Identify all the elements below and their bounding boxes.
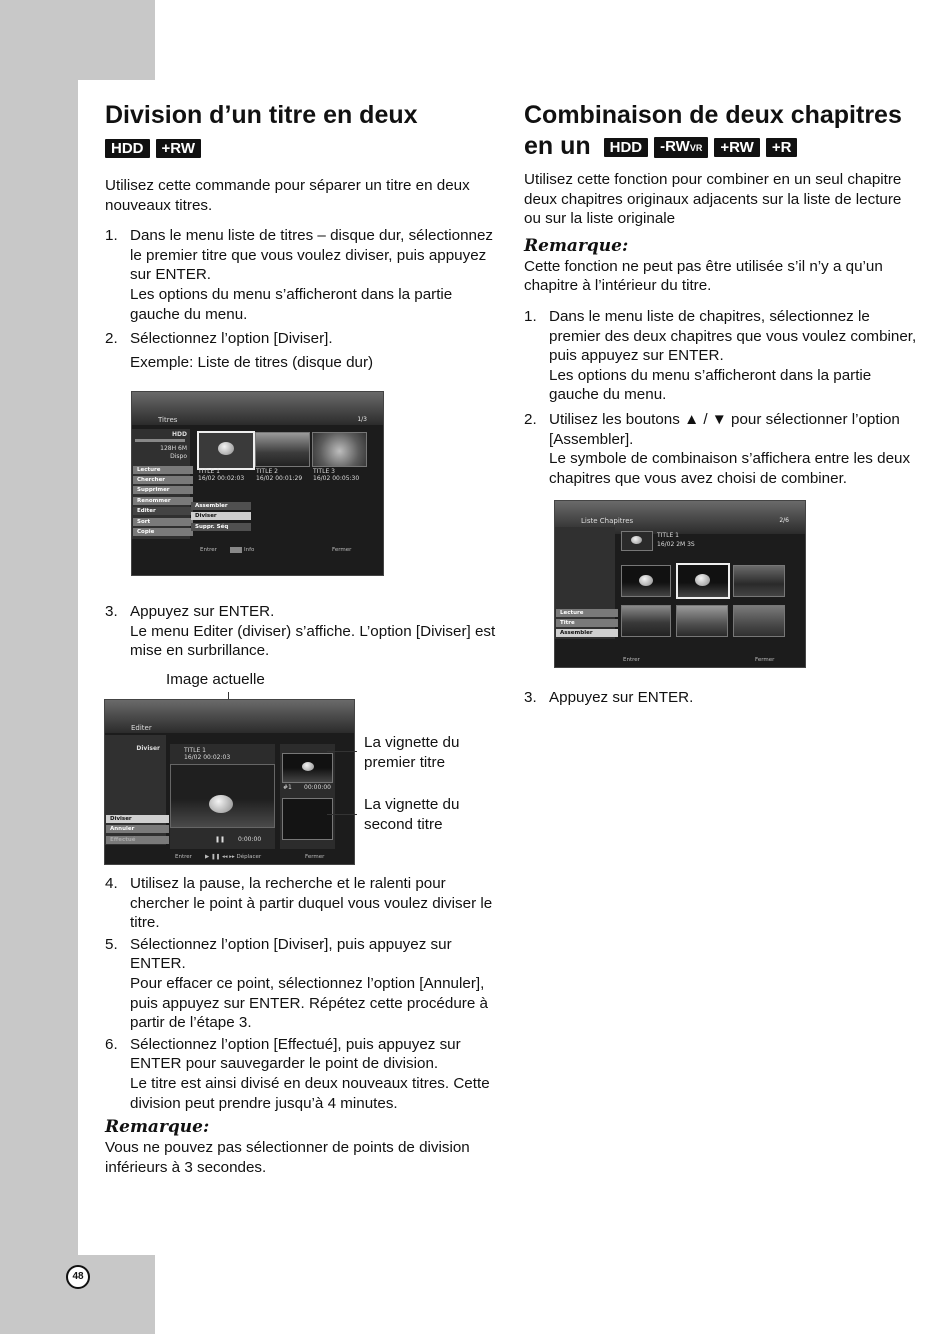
screen-page: 2/6 bbox=[779, 517, 789, 524]
menu-editer: Editer bbox=[133, 507, 193, 515]
menu-copie: Copie bbox=[133, 528, 193, 536]
steps-list-right-3 bbox=[524, 688, 919, 708]
submenu-diviser: Diviser bbox=[191, 512, 251, 520]
intro-text: Utilisez cette fonction pour combiner en un seul chapitre deux chapitres originaux adjacents sur la liste de lecture ou sur la liste originale bbox=[524, 171, 902, 228]
badge-hdd: HDD bbox=[105, 139, 150, 158]
note-text: Cette fonction ne peut pas être utilisée s’il n’y a qu’un chapitre à l’intérieur du titre. bbox=[524, 257, 883, 295]
screen-title: Liste Chapitres bbox=[581, 517, 634, 525]
menu-chercher: Chercher bbox=[133, 476, 193, 484]
section-title-division: Division d’un titre en deux bbox=[105, 101, 418, 129]
badge-minus-rw-vr: -RWVR bbox=[654, 137, 708, 158]
note-title: Remarque: bbox=[105, 1117, 210, 1138]
steps-list-b bbox=[105, 874, 500, 1113]
screenshot-editer: Editer Diviser Diviser Annuler Effectué TITLE 1 16/02 00:02:03 ❚❚ 0:00:00 #1 00:00:00 Entrer ▶ ❚❚ ◂◂ ▸▸ Déplacer Fermer bbox=[104, 699, 355, 865]
steps-list-right bbox=[524, 307, 919, 488]
screen-left-panel: Diviser bbox=[105, 735, 166, 845]
step-item: 2. Utilisez les boutons ▲ / ▼ pour sélectionner l’option [Assembler]. Le symbole de combinaison s’affichera entre les deux chapitres que vous avez choisi de combiner. bbox=[524, 410, 911, 487]
step-item: 2. Sélectionnez l’option [Diviser]. Exemple: Liste de titres (disque dur) bbox=[105, 330, 374, 371]
label-image-actuelle: Image actuelle bbox=[166, 671, 265, 688]
menu-lecture: Lecture bbox=[133, 466, 193, 474]
menu-lecture: Lecture bbox=[556, 609, 618, 617]
badge-hdd: HDD bbox=[604, 138, 649, 157]
step-item: 1. Dans le menu liste de titres – disque dur, sélectionnez le premier titre que vous voulez diviser, puis appuyez sur ENTER. Les options du menu s’afficheront dans la partie gauche du menu. bbox=[105, 227, 494, 323]
menu-annuler: Annuler bbox=[106, 825, 169, 833]
menu-assembler: Assembler bbox=[556, 629, 618, 637]
steps-4-6 bbox=[105, 874, 500, 1177]
menu-titre: Titre bbox=[556, 619, 618, 627]
right-column bbox=[524, 100, 919, 493]
screen-title: Editer bbox=[131, 724, 152, 732]
note-text: Vous ne pouvez pas sélectionner de points de division inférieurs à 3 secondes. bbox=[105, 1139, 470, 1176]
step-item: 1. Dans le menu liste de chapitres, sélectionnez le premier des deux chapitres que vous voulez combiner, puis appuyez sur ENTER. Les options du menu s’afficheront dans la partie gauche du menu. bbox=[524, 307, 917, 404]
thumb-title-1 bbox=[197, 431, 255, 470]
steps-list-3 bbox=[105, 602, 500, 661]
submenu-assembler: Assembler bbox=[191, 502, 251, 510]
submenu-suppr-seq: Suppr. Séq bbox=[191, 523, 251, 531]
screen-title: Titres bbox=[158, 416, 178, 424]
badge-row bbox=[105, 139, 500, 158]
step-item: 4. Utilisez la pause, la recherche et le ralenti pour chercher le point à partir duquel vous voulez diviser le titre. bbox=[105, 875, 493, 932]
label-vignette-premier: La vignette du premier titre bbox=[364, 734, 460, 771]
step-3-left bbox=[105, 602, 500, 666]
thumb-title-2 bbox=[255, 432, 310, 467]
badge-plus-rw: +RW bbox=[156, 139, 201, 158]
screen-left-panel: HDD 128H 6M Dispo bbox=[132, 429, 190, 539]
step-item: 3. Appuyez sur ENTER. Le menu Editer (diviser) s’affiche. L’option [Diviser] est mise en surbrillance. bbox=[105, 603, 496, 660]
step-3-right bbox=[524, 688, 919, 713]
screen-page: 1/3 bbox=[357, 416, 367, 423]
screenshot-chapter-list: Liste Chapitres 2/6 Lecture Titre Assembler TITLE 1 16/02 2M 3S Entrer Fermer bbox=[554, 500, 806, 668]
badge-plus-r: +R bbox=[766, 138, 798, 157]
left-column bbox=[105, 100, 500, 377]
menu-effectue: Effectué bbox=[106, 836, 169, 844]
section-title-combinaison: Combinaison de deux chapitres en un HDD -RWVR +RW +R bbox=[524, 101, 902, 160]
note-title: Remarque: bbox=[524, 235, 629, 256]
thumb-title-3 bbox=[312, 432, 367, 467]
pointer-line bbox=[327, 814, 357, 815]
step-item: 5. Sélectionnez l’option [Diviser], puis appuyez sur ENTER. Pour effacer ce point, sélectionnez l’option [Annuler], puis appuyez sur ENTER. Répétez cette procédure à partir de l’étape 3. bbox=[105, 935, 488, 1032]
step-item: 3. Appuyez sur ENTER. bbox=[524, 689, 694, 706]
menu-renommer: Renommer bbox=[133, 497, 193, 505]
badge-plus-rw: +RW bbox=[714, 138, 759, 157]
steps-list-a bbox=[105, 226, 500, 372]
page-number: 48 bbox=[66, 1265, 90, 1289]
menu-supprimer: Supprimer bbox=[133, 486, 193, 494]
menu-diviser: Diviser bbox=[106, 815, 169, 823]
intro-text: Utilisez cette commande pour séparer un titre en deux nouveaux titres. bbox=[105, 177, 470, 214]
current-image bbox=[170, 764, 275, 828]
menu-sort: Sort bbox=[133, 518, 193, 526]
screenshot-title-list: Titres 1/3 HDD 128H 6M Dispo Lecture Chercher Supprimer Renommer Editer Sort Copie Assembler Diviser Suppr. Séq TITLE 1 16/02 00:02:03 TITLE 2 16/02 00:01:29 TITLE 3 16/02 00:05:30 Entrer Info Fermer bbox=[131, 391, 384, 576]
step-item: 6. Sélectionnez l’option [Effectué], puis appuyez sur ENTER pour sauvegarder le point de division. Le titre est ainsi divisé en deux nouveaux titres. Cette division peut prendre jusqu’à 4 minutes. bbox=[105, 1035, 490, 1112]
label-vignette-second: La vignette du second titre bbox=[364, 796, 460, 833]
pointer-line bbox=[327, 751, 357, 752]
